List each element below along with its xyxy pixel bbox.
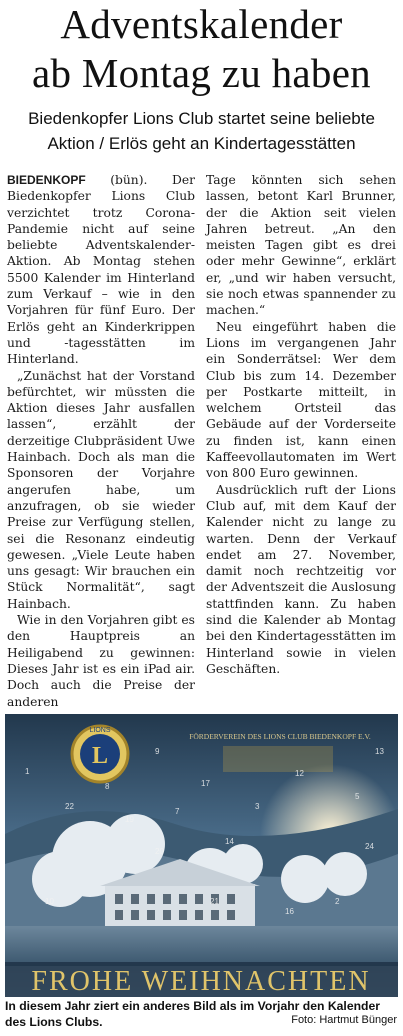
calendar-day-number: 22 xyxy=(65,802,74,811)
paragraph: Ausdrücklich ruft der Lions Club auf, mit dem Kauf der Kalender nicht zu lange zu warten. Denn der Verkauf endet am 27. November, damit noch rechtzeitig vor der Adventszeit die Auslosung stattfinden kann. Zu haben sind die Kalender ab Montag bei den Kindertagesstätten im Hinterland sowie in vielen Geschäften. xyxy=(206,482,396,676)
lake xyxy=(5,926,398,966)
calendar-illustration xyxy=(5,714,398,997)
headline xyxy=(0,0,403,98)
calendar-day-number: 20 xyxy=(155,847,164,856)
frohe-weihnachten-banner: FROHE WEIHNACHTEN xyxy=(31,966,371,997)
paragraph: Tage könnten sich sehen lassen, betont Karl Brunner, der die Aktion seit vielen Jahren betreut. „An den meisten Tagen gibt es drei oder mehr Gewinne“, erklärt er, „und wir haben versucht, sie noch etwas spannender zu machen.“ xyxy=(206,173,396,318)
calendar-day-number: 16 xyxy=(285,907,294,916)
calendar-day-number: 9 xyxy=(155,747,160,756)
photo-credit: Foto: Hartmut Bünger xyxy=(291,1014,397,1026)
calendar-day-number: 10 xyxy=(45,897,54,906)
calendar-day-number: 21 xyxy=(210,897,219,906)
paragraph xyxy=(7,172,195,368)
calendar-day-number: 19 xyxy=(125,815,134,824)
calendar-day-number: 5 xyxy=(355,792,360,801)
photo-caption: In diesem Jahr ziert ein anderes Bild als im Vorjahr den Kalender des Lions Clubs. xyxy=(5,999,381,1029)
dateline: BIEDENKOPF xyxy=(7,173,86,187)
calendar-day-number: 14 xyxy=(225,837,234,846)
calendar-photo xyxy=(5,714,398,997)
calendar-day-number: 17 xyxy=(201,779,210,788)
paragraph: Neu eingeführt haben die Lions im vergangenen Jahr ein Sonderrätsel: Wer dem Club bis zum 14. Dezember per Postkarte mitteilt, in welchem Ortsteil das Gebäude auf der Vorderseite zu finden ist, kann einen Kaffeevollautomaten im Wert von 800 Euro gewinnen. xyxy=(206,319,396,481)
calendar-day-number: 8 xyxy=(105,782,110,791)
subhead-line-2: Aktion / Erlös geht an Kindertagesstätten xyxy=(47,134,356,153)
paragraph-text: (bün). Der Biedenkopfer Lions Club verzichtet trotz Corona-Pandemie nicht auf seine beliebte Adventskalender-Aktion. Ab Montag stehen 5500 Kalender im Hinterland zum Verkauf – wie in den Vorjahren für fünf Euro. Der Erlös geht an Kinderkrippen und -tagesstätten im Hinterland. xyxy=(7,173,195,367)
headline-line-2: ab Montag zu haben xyxy=(32,50,371,96)
calendar-day-number: 1 xyxy=(25,767,30,776)
logo-text: LIONS xyxy=(89,727,111,734)
calendar-day-number: 2 xyxy=(335,897,340,906)
paragraph: „Zunächst hat der Vorstand befürchtet, wir müssten die Aktion dieses Jahr ausfallen lassen“, erzählt der derzeitige Clubpräsident Uwe Hainbach. Doch als man die Sponsoren der Vorjahre angerufen habe, um anzufragen, ob sie wieder Preise zur Verfügung stellen, sei die Resonanz eindeutig gewesen. „Viele Leute haben uns gesagt: Wir brauchen ein Stück Normalität“, sagt Hainbach. xyxy=(7,368,195,611)
calendar-header-text: FÖRDERVEREIN DES LIONS CLUB BIEDENKOPF E.V. xyxy=(189,732,371,741)
paragraph: Wie in den Vorjahren gibt es den Hauptpreis an Heiligabend zu gewinnen: Dieses Jahr ist es ein iPad air. Doch auch die Preise der anderen xyxy=(7,613,195,709)
article-column-left xyxy=(7,172,195,710)
calendar-day-number: 24 xyxy=(365,842,374,851)
calendar-day-number: 12 xyxy=(295,769,304,778)
subhead-line-1: Biedenkopfer Lions Club startet seine beliebte xyxy=(28,109,375,128)
lions-logo xyxy=(72,726,128,782)
logo-letter: L xyxy=(91,743,109,769)
calendar-day-number: 13 xyxy=(375,747,384,756)
subheadline xyxy=(0,106,403,156)
article-column-right xyxy=(206,172,396,677)
calendar-day-number: 3 xyxy=(255,802,260,811)
sponsor-plate xyxy=(223,746,333,772)
calendar-day-number: 7 xyxy=(175,807,180,816)
headline-line-1: Adventskalender xyxy=(60,1,343,47)
